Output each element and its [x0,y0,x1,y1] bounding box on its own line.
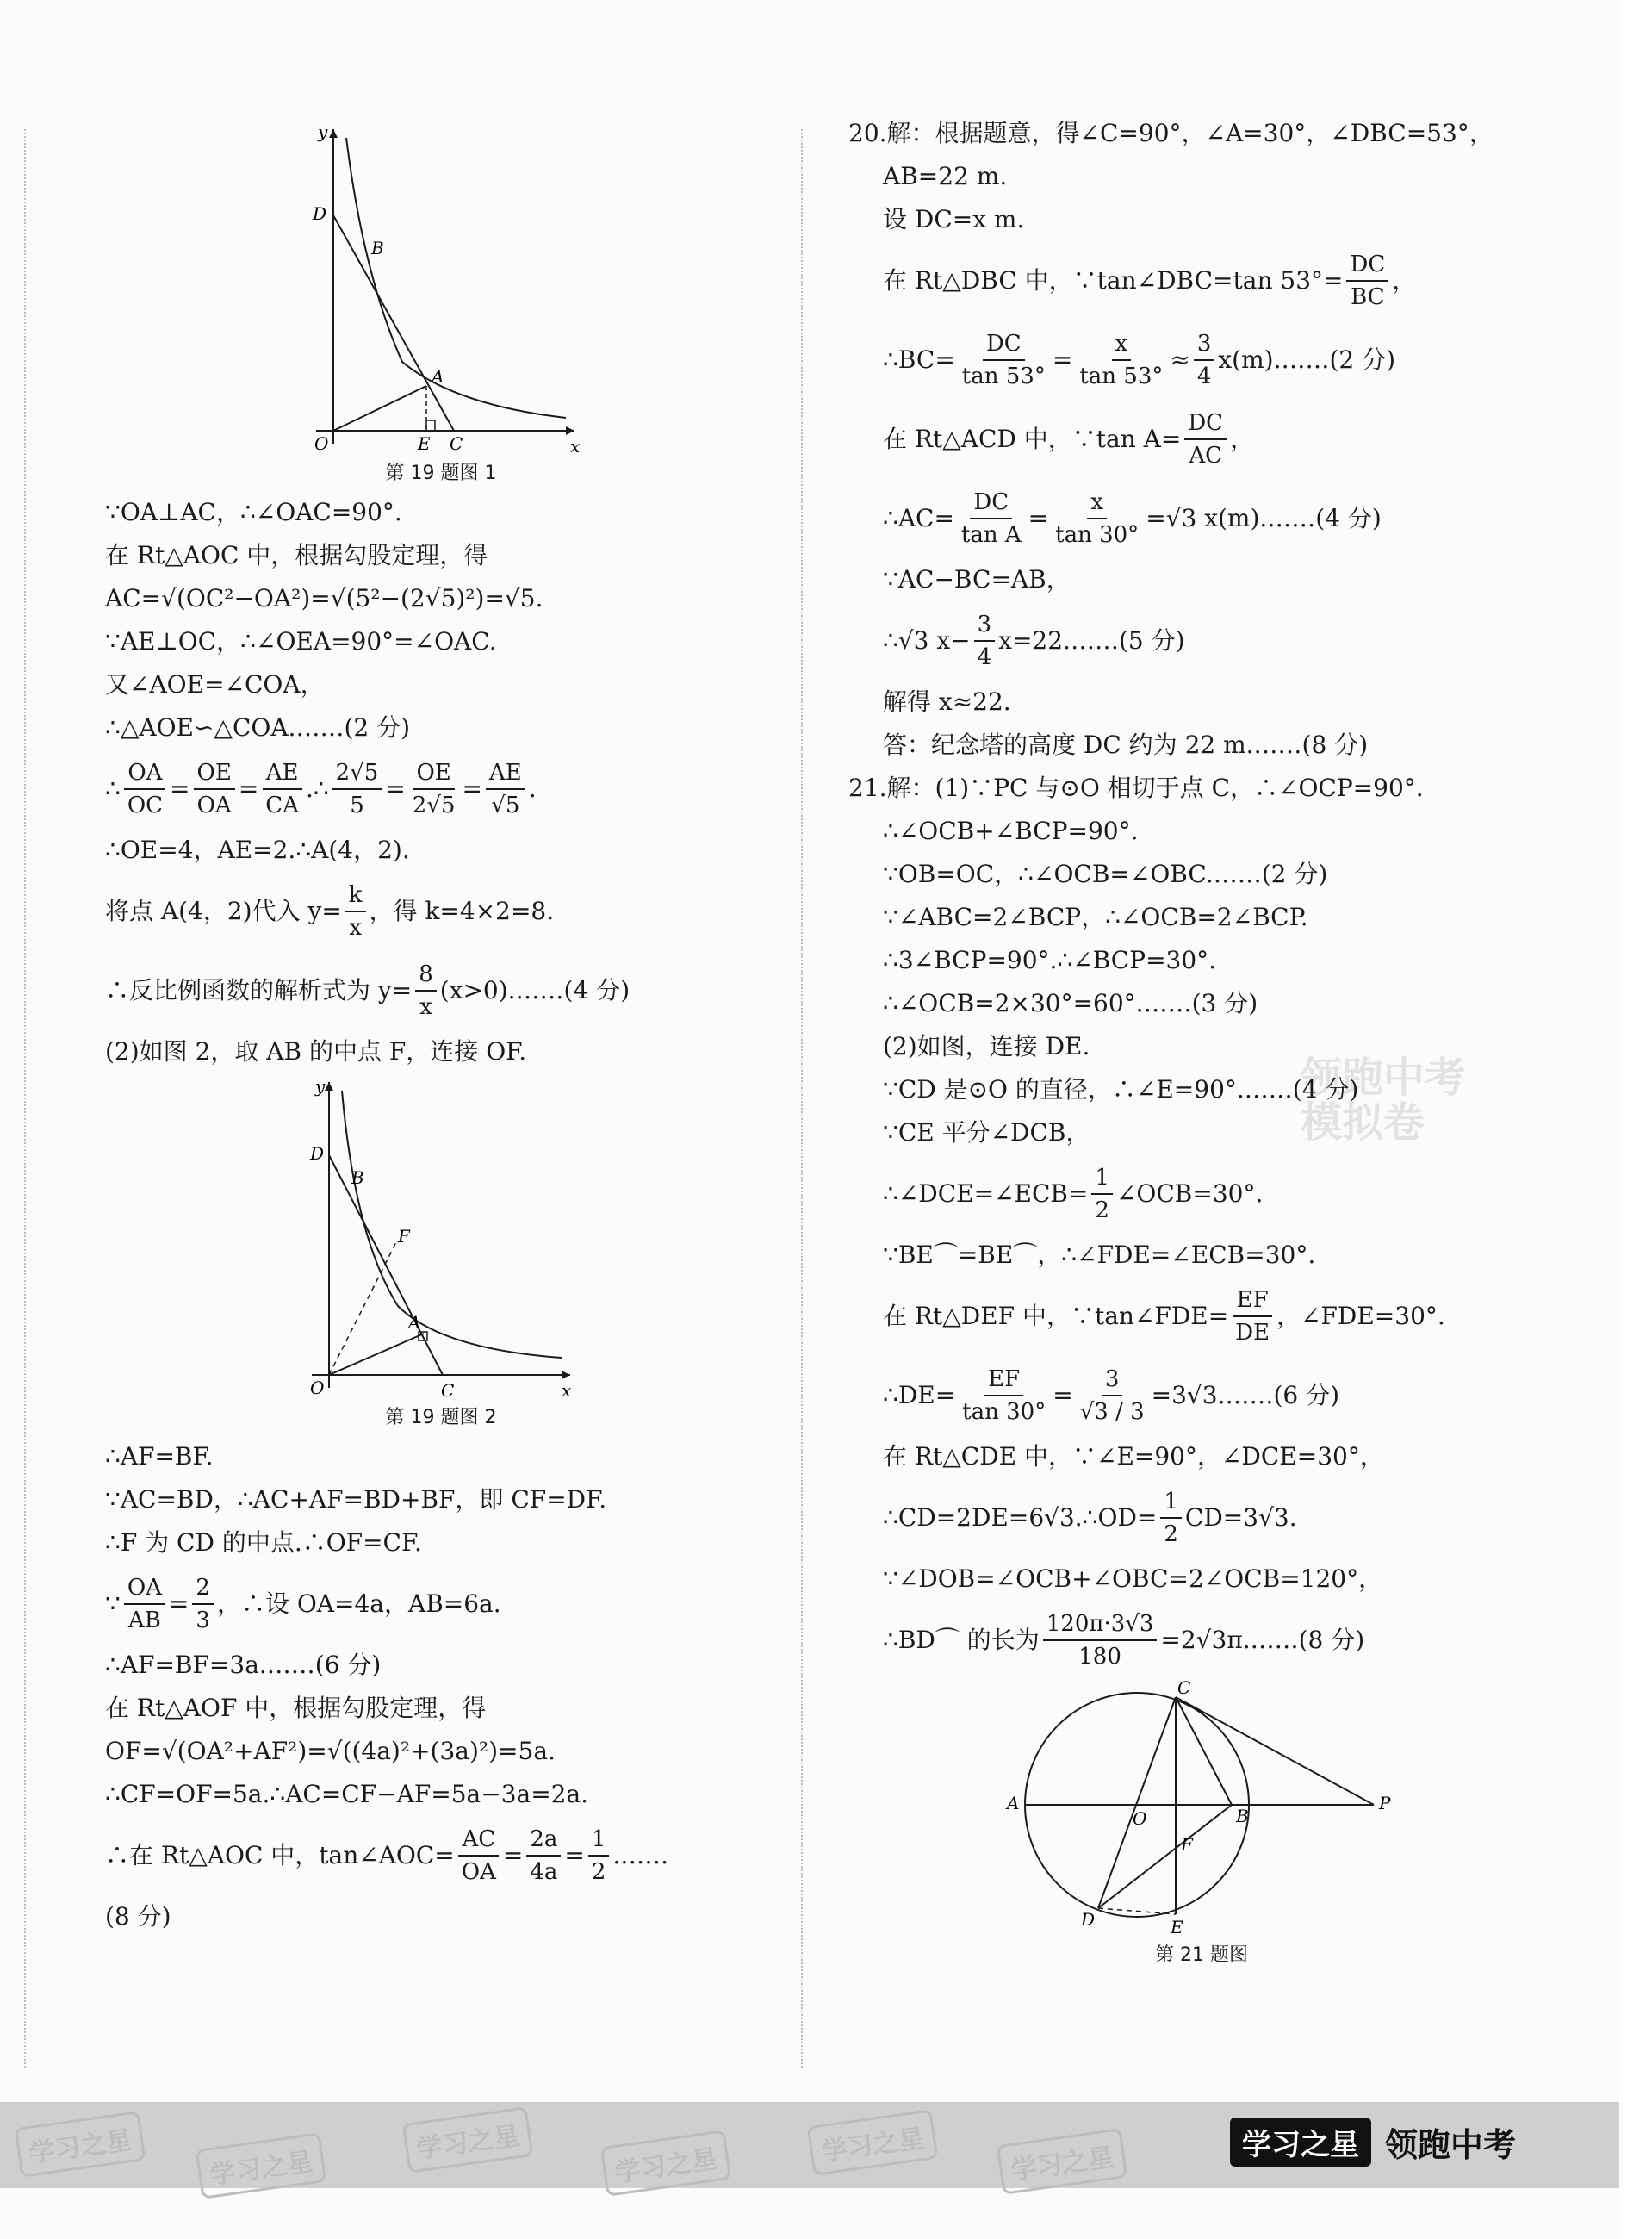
footer-tile-4: 学习之星 [600,2130,732,2197]
fig2-y-label: y [315,1076,326,1097]
fig1-d-label: D [313,203,327,224]
fig2-c-label: C [441,1380,455,1401]
right-line-20: ∵CE 平分∠DCB， [883,1118,1090,1147]
right-line-12: 21.解：(1)∵PC 与⊙O 相切于点 C，∴∠OCP=90°. [848,774,1424,802]
left-line-1: ∵OA⊥AC，∴∠OAC=90°. [105,498,402,526]
fig3-a-label: A [1007,1793,1020,1813]
left-line-6: ∴△AOE∽△COA.……(2 分) [105,713,411,742]
right-line-9: ∴√3 x− $\frac{3}{4}$ x=22.……(5 分) [848,601,1555,681]
left-line-7: ∴ $\frac{OA}{OC}$ = $\frac{OE}{OA}$ = $\frac{AE}{CA}$ .∴ $\frac{2√5}{5}$ = $\frac{OE}{2√5}$ = $\frac{AE}{√5}$ . [105,749,777,829]
left-line-20: ∴在 Rt△AOC 中，tan∠AOC= $\frac{AC}{OA}$ = $\frac{2a}{4a}$ = $\frac{1}{2}$ .…… [105,1816,777,1895]
fig1-b-label: B [371,238,384,258]
fig3-p-label: P [1379,1793,1391,1813]
left-line-9: 将点 A(4，2)代入 y= $\frac{k}{x}$ ，得 k=4×2=8. [105,872,777,951]
left-line-17: 在 Rt△AOF 中，根据勾股定理，得 [105,1694,487,1722]
left-line-11: (2)如图 2，取 AB 的中点 F，连接 OF. [105,1037,527,1066]
fig2-a-label: A [408,1312,421,1333]
right-line-13: ∴∠OCB+∠BCP=90°. [883,817,1139,845]
left-line-12: ∴AF=BF. [105,1442,214,1471]
footer-brand [1230,2118,1516,2167]
right-line-16: ∴3∠BCP=90°.∴∠BCP=30°. [883,946,1217,974]
right-line-26: ∴CD=2DE=6√3.∴OD= $\frac{1}{2}$ CD=3√3. [848,1478,1555,1558]
right-line-5: ∴BC= $\frac{DC}{\tan 53^\circ}$ = $\frac{x}{\tan 53^\circ}$ ≈ $\frac{3}{4}$ x(m).……(2 分) [848,320,1555,400]
right-line-24: ∴DE= $\frac{EF}{\tan 30^\circ}$ = $\frac{3}{√3 / 3}$ =3√3.……(6 分) [848,1356,1555,1435]
right-line-19: ∵CD 是⊙O 的直径，∴∠E=90°.……(4 分) [883,1075,1359,1104]
left-line-8: ∴OE=4，AE=2.∴A(4，2). [105,836,410,864]
fig2-o-label: O [310,1378,325,1398]
right-line-15: ∵∠ABC=2∠BCP，∴∠OCB=2∠BCP. [883,903,1308,931]
fig2-b-label: B [351,1167,364,1188]
right-line-2: AB=22 m. [883,162,1008,190]
right-line-10: 解得 x≈22. [883,687,1011,716]
right-column [848,112,1555,1973]
watermark-line1: 领跑中考 [1301,1054,1467,1102]
column-divider [801,129,803,2068]
fig1-e-label: E [418,433,431,454]
figure-19-1 [299,112,583,457]
figure-19-1-caption: 第 19 题图 1 [385,463,497,484]
right-line-3: 设 DC=x m. [883,205,1025,233]
left-line-18: OF=√(OA²+AF²)=√((4a)²+(3a)²)=5a. [105,1737,556,1765]
footer-tile-5: 学习之星 [807,2109,939,2176]
left-line-10: ∴反比例函数的解析式为 y= $\frac{8}{x}$ (x>0).……(4 分) [105,951,777,1030]
fig1-o-label: O [314,433,329,454]
fig3-o-label: O [1133,1808,1147,1829]
left-line-3: AC=√(OC²−OA²)=√(5²−(2√5)²)=√5. [105,584,543,613]
left-rule [24,129,26,2068]
right-line-17: ∴∠OCB=2×30°=60°.……(3 分) [883,989,1258,1017]
right-line-7: ∴AC= $\frac{DC}{\text{tan A}}$ = $\frac{x}{\tan 30^\circ}$ =√3 x(m).……(4 分) [848,479,1555,558]
watermark-line2: 模拟卷 [1301,1098,1425,1147]
fig2-x-label: x [562,1380,572,1401]
right-line-18: (2)如图，连接 DE. [883,1032,1090,1060]
footer-tile-6: 学习之星 [997,2128,1128,2195]
footer-tile-2: 学习之星 [196,2132,327,2199]
left-line-5: 又∠AOE=∠COA， [105,670,325,699]
brand-slogan: 领跑中考 [1384,2126,1516,2164]
left-line-13: ∵AC=BD，∴AC+AF=BD+BF，即 CF=DF. [105,1485,607,1514]
fig1-y-label: y [318,121,328,142]
right-line-4: 在 Rt△DBC 中，∵tan∠DBC=tan 53°= $\frac{DC}{BC}$ ， [848,241,1555,320]
right-line-1: 20.解：根据题意，得∠C=90°，∠A=30°，∠DBC=53°， [848,119,1494,147]
right-line-25: 在 Rt△CDE 中，∵∠E=90°，∠DCE=30°， [883,1442,1384,1471]
left-line-19: ∴CF=OF=5a.∴AC=CF−AF=5a−3a=2a. [105,1780,589,1808]
fig1-c-label: C [450,433,463,454]
fig1-a-label: A [432,366,444,387]
footer-tile-1: 学习之星 [15,2111,146,2178]
left-line-4: ∵AE⊥OC，∴∠OEA=90°=∠OAC. [105,627,497,656]
left-line-2: 在 Rt△AOC 中，根据勾股定理，得 [105,541,488,569]
figure-21-caption: 第 21 题图 [1155,1944,1248,1966]
figure-19-2-caption: 第 19 题图 2 [385,1407,497,1428]
right-line-23: 在 Rt△DEF 中，∵tan∠FDE= $\frac{EF}{DE}$ ，∠FDE=30°. [848,1277,1555,1356]
right-line-6: 在 Rt△ACD 中，∵tan A= $\frac{DC}{AC}$ ， [848,400,1555,479]
left-line-15: ∵ $\frac{OA}{AB}$ = $\frac{2}{3}$ ，∴设 OA=4a，AB=6a. [105,1564,777,1644]
figure-21 [995,1680,1408,1938]
right-line-22: ∵BE⌒=BE⌒，∴∠FDE=∠ECB=30°. [883,1241,1316,1269]
fig2-f-label: F [398,1226,410,1247]
left-line-16: ∴AF=BF=3a.……(6 分) [105,1651,382,1679]
fig3-e-label: E [1171,1917,1183,1937]
fig3-d-label: D [1081,1909,1096,1930]
right-line-21: ∴∠DCE=∠ECB= $\frac{1}{2}$ ∠OCB=30°. [848,1154,1555,1234]
right-line-11: 答：纪念塔的高度 DC 约为 22 m.……(8 分) [883,731,1369,759]
fig1-x-label: x [570,436,581,457]
figure-19-2 [303,1073,579,1401]
fig2-d-label: D [310,1143,325,1164]
right-line-27: ∵∠DOB=∠OCB+∠OBC=2∠OCB=120°， [883,1564,1383,1593]
fig3-b-label: B [1236,1806,1249,1826]
left-column [105,112,777,1938]
right-line-8: ∵AC−BC=AB， [883,565,1071,594]
brand-logo: 学习之星 [1230,2118,1371,2167]
right-line-28: ∴BD⌒ 的长为 $\frac{120\pi\cdot 3√3}{180}$ =2√3π.……(8 分) [848,1601,1555,1680]
left-line-21: (8 分) [105,1902,171,1931]
fig3-c-label: C [1177,1680,1191,1698]
left-line-14: ∴F 为 CD 的中点.∴OF=CF. [105,1528,422,1557]
footer-tile-3: 学习之星 [402,2106,534,2174]
fig3-f-label: F [1181,1834,1193,1855]
right-line-14: ∵OB=OC，∴∠OCB=∠OBC.……(2 分) [883,860,1328,888]
